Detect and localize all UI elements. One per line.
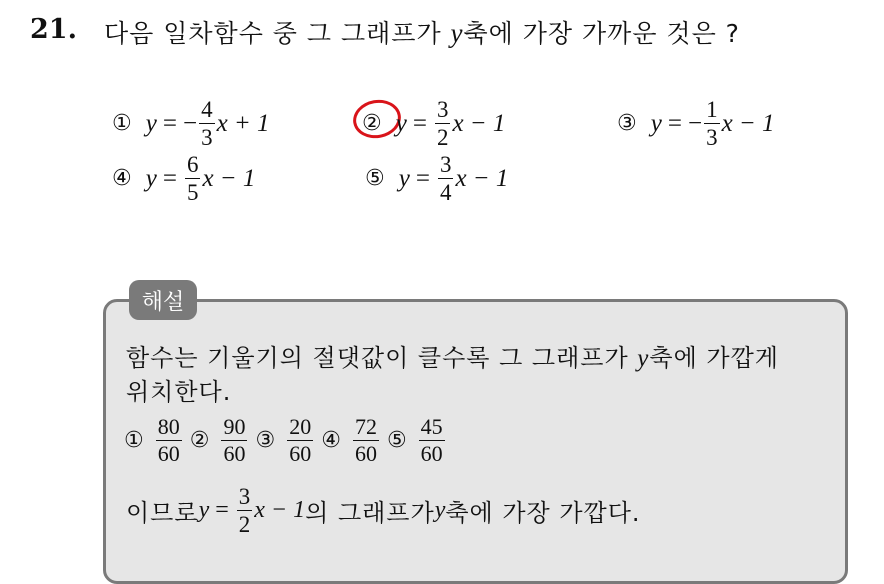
choice-2-fraction (435, 98, 451, 149)
question-var: y (450, 18, 464, 48)
choice-3-den: 3 (706, 125, 718, 150)
solution-values-row (118, 416, 447, 465)
choice-1-rest: x + 1 (216, 109, 270, 137)
choice-2-lhs: y (395, 109, 407, 137)
choice-2[interactable] (362, 98, 505, 149)
choice-4-num: 6 (186, 152, 199, 177)
choice-1-mark: ① (112, 111, 132, 136)
value-2-mark: ② (189, 428, 210, 453)
value-2-fraction (221, 416, 247, 465)
value-4-fraction (353, 416, 379, 465)
choice-5-lhs: y (398, 164, 410, 192)
solution-line-1-before: 함수는 기울기의 절댓값이 클수록 그 그래프가 (126, 344, 638, 372)
value-2-den: 60 (223, 441, 246, 466)
choice-1-lhs: y (145, 109, 157, 137)
value-3-den: 60 (289, 441, 312, 466)
solution-conclusion (126, 485, 641, 536)
value-2-num: 90 (223, 414, 246, 439)
choice-3-num: 1 (706, 97, 718, 122)
conclusion-after: 축에 가장 가깝다. (445, 499, 641, 527)
choice-1-fraction (199, 98, 215, 149)
value-4-num: 72 (354, 414, 377, 439)
choice-4-rest: x − 1 (202, 164, 256, 192)
equals-sign: = (667, 109, 682, 137)
choice-1[interactable] (112, 98, 270, 149)
value-3-fraction (287, 416, 313, 465)
equals-sign: = (215, 497, 229, 523)
choice-3-sign: − (687, 109, 703, 137)
conclusion-rest: x − 1 (254, 497, 306, 523)
question-text (104, 14, 740, 50)
choice-2-rest: x − 1 (452, 109, 506, 137)
choice-5-rest: x − 1 (455, 164, 509, 192)
choice-1-num: 4 (201, 97, 213, 122)
value-5-num: 45 (420, 414, 443, 439)
conclusion-lhs: y (198, 497, 210, 523)
solution-line-1-var: y (637, 345, 650, 372)
choice-3-mark: ③ (617, 111, 637, 136)
choice-5-num: 3 (439, 152, 452, 177)
choice-4[interactable] (112, 153, 255, 204)
value-4-den: 60 (354, 441, 377, 466)
choice-2-mark: ② (362, 111, 382, 136)
choice-3-lhs: y (650, 109, 662, 137)
conclusion-den: 2 (238, 512, 251, 537)
question-text-after: 축에 가장 가까운 것은 ? (463, 19, 740, 48)
choice-1-sign: − (182, 109, 198, 137)
value-5-mark: ⑤ (386, 428, 407, 453)
choice-5-mark: ⑤ (365, 166, 385, 191)
choice-5[interactable] (365, 153, 508, 204)
value-4-mark: ④ (321, 428, 341, 453)
conclusion-fraction (237, 485, 253, 536)
conclusion-num: 3 (238, 484, 251, 509)
choice-3-rest: x − 1 (721, 109, 775, 137)
equals-sign: = (162, 109, 177, 137)
value-1-fraction (156, 416, 182, 465)
choice-4-fraction (185, 153, 201, 204)
question-number: 21. (30, 14, 77, 45)
value-1-num: 80 (157, 414, 180, 439)
choice-3-fraction (704, 98, 720, 149)
choice-3[interactable] (617, 98, 775, 149)
choice-5-den: 4 (439, 180, 452, 205)
solution-line-1 (126, 338, 779, 373)
value-3-mark: ③ (255, 428, 276, 453)
choice-4-mark: ④ (112, 166, 132, 191)
solution-line-2: 위치한다. (126, 378, 232, 406)
value-5-den: 60 (420, 441, 443, 466)
equals-sign: = (412, 109, 427, 137)
equals-sign: = (162, 164, 177, 192)
equals-sign: = (415, 164, 430, 192)
choice-1-den: 3 (201, 125, 213, 150)
conclusion-var: y (434, 497, 446, 523)
value-3-num: 20 (289, 414, 312, 439)
solution-tag: 해설 (129, 280, 197, 320)
choice-5-fraction (438, 153, 454, 204)
solution-line-1-after: 축에 가깝게 (649, 344, 779, 372)
choice-4-den: 5 (186, 180, 199, 205)
value-5-fraction (419, 416, 445, 465)
value-1-den: 60 (157, 441, 180, 466)
question-text-before: 다음 일차함수 중 그 그래프가 (104, 19, 451, 48)
choice-2-den: 2 (436, 125, 449, 150)
choice-4-lhs: y (145, 164, 157, 192)
conclusion-mid: 의 그래프가 (305, 499, 435, 527)
conclusion-before: 이므로 (126, 499, 199, 527)
value-1-mark: ① (124, 428, 144, 453)
choice-2-num: 3 (436, 97, 449, 122)
